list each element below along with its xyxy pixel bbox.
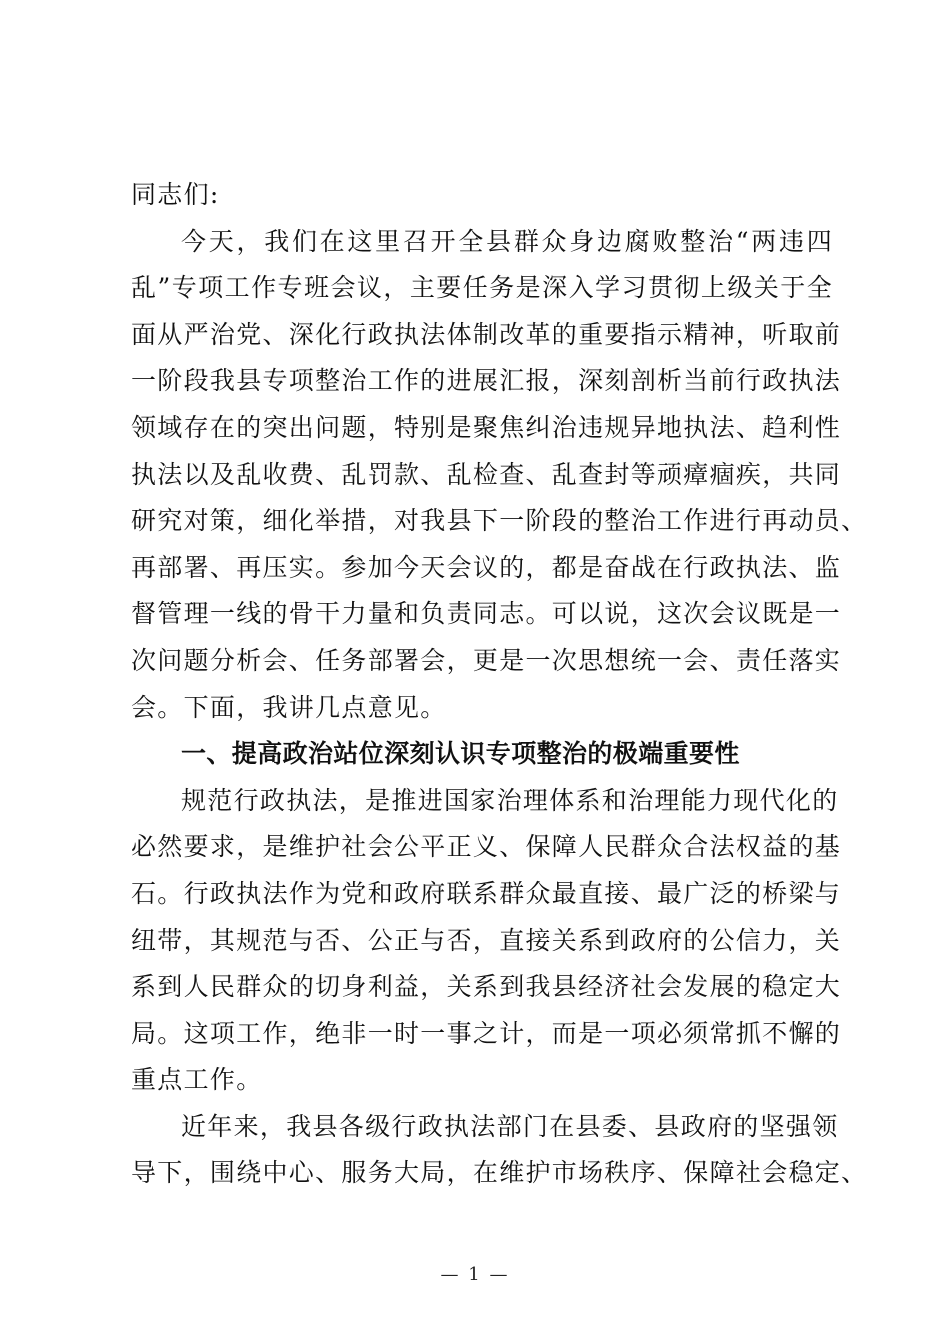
paragraph-line: 局。这项工作，绝非一时一事之计，而是一项必须常抓不懈的 bbox=[131, 1018, 842, 1048]
paragraph-line: 再部署、再压实。参加今天会议的，都是奋战在行政执法、监 bbox=[131, 552, 842, 582]
paragraph-line: 导下，围绕中心、服务大局，在维护市场秩序、保障社会稳定、 bbox=[131, 1158, 868, 1188]
document-body bbox=[131, 172, 868, 1197]
paragraph-line: 石。行政执法作为党和政府联系群众最直接、最广泛的桥梁与 bbox=[131, 878, 842, 908]
salutation: 同志们: bbox=[131, 180, 220, 209]
paragraph-line: 次问题分析会、任务部署会，更是一次思想统一会、责任落实 bbox=[131, 645, 842, 675]
paragraph-line: 乱”专项工作专班会议，主要任务是深入学习贯彻上级关于全 bbox=[131, 273, 833, 303]
paragraph-line: 会。下面，我讲几点意见。 bbox=[131, 692, 447, 722]
paragraph-line: 系到人民群众的切身利益，关系到我县经济社会发展的稳定大 bbox=[131, 972, 842, 1002]
page-number: — 1 — bbox=[440, 1264, 510, 1285]
opening-paragraph bbox=[131, 219, 868, 732]
section-paragraph bbox=[131, 778, 842, 1104]
section-paragraph bbox=[131, 1104, 868, 1197]
paragraph-line: 督管理一线的骨干力量和负责同志。可以说，这次会议既是一 bbox=[131, 599, 842, 629]
paragraph-line: 一阶段我县专项整治工作的进展汇报，深刻剖析当前行政执法 bbox=[131, 366, 842, 396]
paragraph-line: 纽带，其规范与否、公正与否，直接关系到政府的公信力，关 bbox=[131, 925, 842, 955]
paragraph-line: 近年来，我县各级行政执法部门在县委、县政府的坚强领 bbox=[181, 1111, 839, 1141]
section-heading: 一、提高政治站位深刻认识专项整治的极端重要性 bbox=[181, 739, 740, 769]
paragraph-line: 面从严治党、深化行政执法体制改革的重要指示精神，听取前 bbox=[131, 319, 842, 349]
paragraph-line: 重点工作。 bbox=[131, 1065, 263, 1095]
paragraph-line: 规范行政执法，是推进国家治理体系和治理能力现代化的 bbox=[181, 785, 839, 815]
paragraph-line: 必然要求，是维护社会公平正义、保障人民群众合法权益的基 bbox=[131, 832, 842, 862]
paragraph-line: 领域存在的突出问题，特别是聚焦纠治违规异地执法、趋利性 bbox=[131, 412, 842, 442]
paragraph-line: 今天，我们在这里召开全县群众身边腐败整治“两违四 bbox=[181, 226, 833, 256]
paragraph-line: 研究对策，细化举措，对我县下一阶段的整治工作进行再动员、 bbox=[131, 506, 868, 536]
paragraph-line: 执法以及乱收费、乱罚款、乱检查、乱查封等顽瘴痼疾，共同 bbox=[131, 459, 842, 489]
